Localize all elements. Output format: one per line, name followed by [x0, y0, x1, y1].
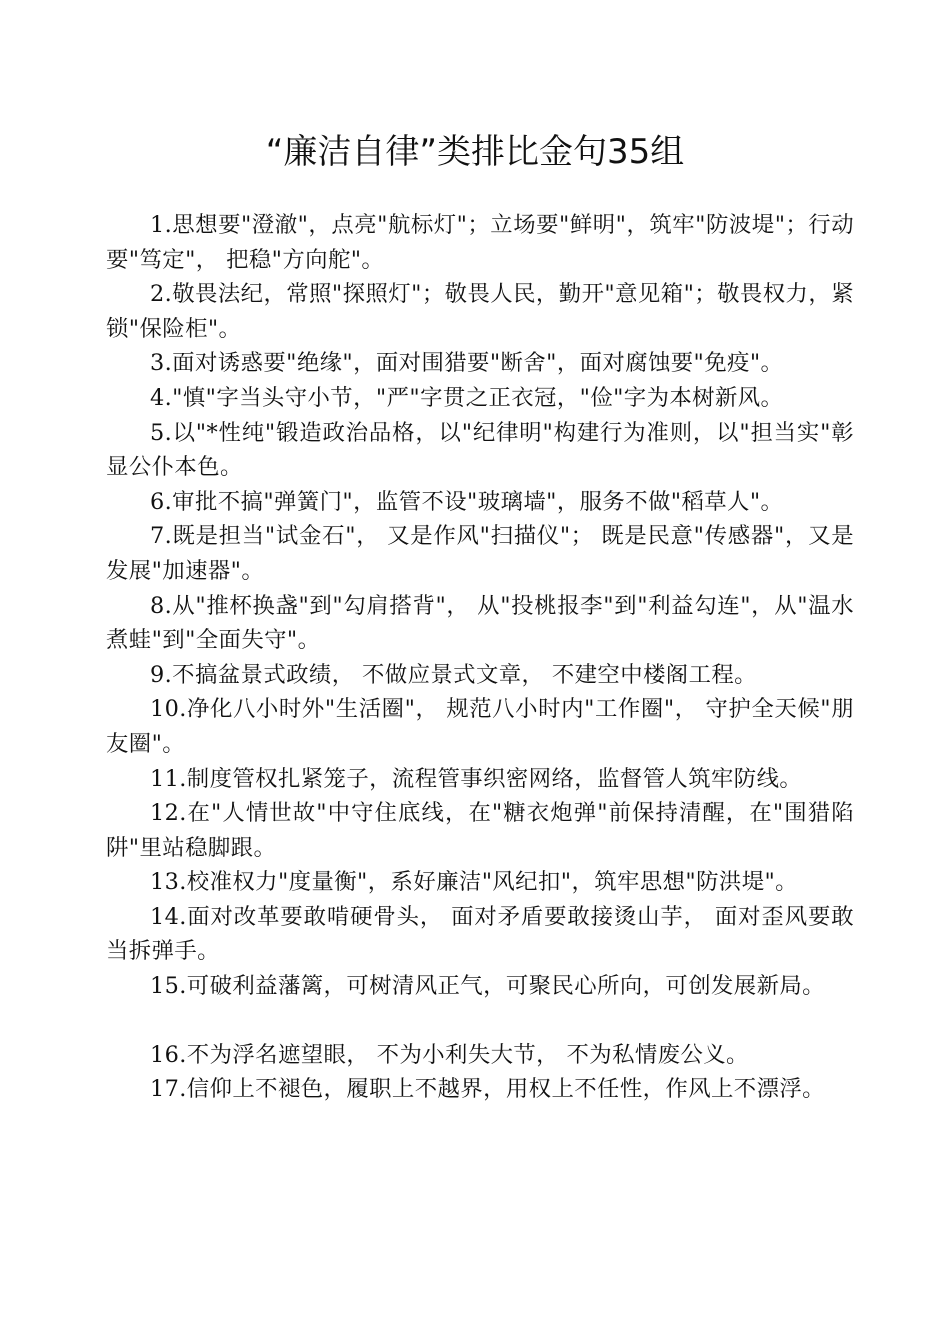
list-item: 5.以"*性纯"锻造政治品格，以"纪律明"构建行为准则，以"担当实"彰显公仆本色。	[106, 419, 854, 481]
list-item: 3.面对诱惑要"绝缘"，面对围猎要"断舍"，面对腐蚀要"免疫"。	[150, 350, 784, 377]
list-item: 10.净化八小时外"生活圈"， 规范八小时内"工作圈"， 守护全天候"朋友圈"。	[106, 696, 854, 757]
list-item: 9.不搞盆景式政绩， 不做应景式文章， 不建空中楼阁工程。	[150, 661, 757, 688]
list-item: 6.审批不搞"弹簧门"，监管不设"玻璃墙"，服务不做"稻草人"。	[150, 488, 784, 515]
list-item: 14.面对改革要敢啃硬骨头， 面对矛盾要敢接烫山芋， 面对歪风要敢当拆弹手。	[106, 903, 854, 965]
list-item: 16.不为浮名遮望眼， 不为小利失大节， 不为私情废公义。	[150, 1041, 749, 1068]
list-item: 7.既是担当"试金石"， 又是作风"扫描仪"； 既是民意"传感器"，又是发展"加速器"。	[106, 523, 854, 584]
list-item: 12.在"人情世故"中守住底线，在"糖衣炮弹"前保持清醒，在"围猎陷阱"里站稳脚跟。	[106, 800, 854, 861]
list-item: 8.从"推杯换盏"到"勾肩搭背"， 从"投桃报李"到"利益勾连"，从"温水煮蛙"到"全面失守"。	[106, 592, 854, 654]
document-body	[106, 208, 854, 1107]
list-item: 11.制度管权扎紧笼子，流程管事织密网络，监督管人筑牢防线。	[150, 765, 803, 792]
list-item: 2.敬畏法纪，常照"探照灯"；敬畏人民，勤开"意见箱"；敬畏权力，紧锁"保险柜"。	[106, 281, 854, 342]
list-item: 4."慎"字当头守小节，"严"字贯之正衣冠，"俭"字为本树新风。	[150, 384, 784, 411]
list-item: 1.思想要"澄澈"，点亮"航标灯"；立场要"鲜明"，筑牢"防波堤"；行动要"笃定"， 把稳"方向舵"。	[106, 212, 854, 273]
list-item: 15.可破利益藩篱，可树清风正气，可聚民心所向，可创发展新局。	[150, 973, 825, 1000]
document-title: “廉洁自律”类排比金句35组	[265, 132, 685, 172]
list-item: 17.信仰上不褪色，履职上不越界，用权上不任性，作风上不漂浮。	[150, 1076, 825, 1103]
list-item: 13.校准权力"度量衡"，系好廉洁"风纪扣"，筑牢思想"防洪堤"。	[150, 869, 798, 896]
